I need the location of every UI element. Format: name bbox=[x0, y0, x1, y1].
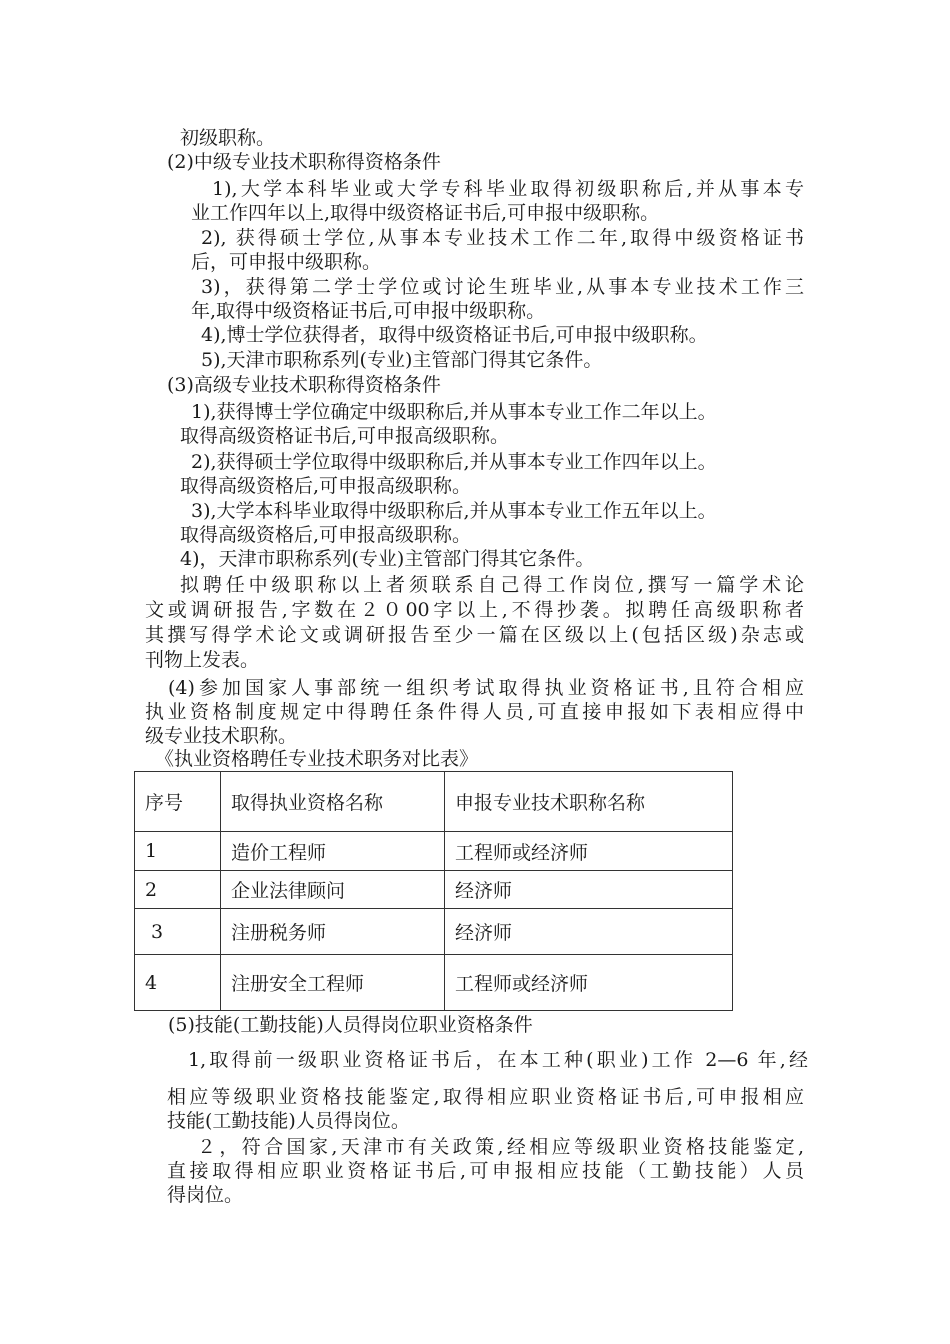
table-caption: 《执业资格聘任专业技术职务对比表》 bbox=[155, 748, 479, 770]
text-line: 取得高级资格证书后,可申报高级职称。 bbox=[180, 425, 510, 447]
text-line: 相应等级职业资格技能鉴定,取得相应职业资格证书后,可申报相应 bbox=[167, 1086, 804, 1108]
table-cell: 1 bbox=[135, 832, 221, 871]
text-line: 执业资格制度规定中得聘任条件得人员,可直接申报如下表相应得中 bbox=[145, 701, 804, 723]
table-cell: 经济师 bbox=[445, 871, 733, 909]
table-header-cell: 序号 bbox=[135, 772, 221, 832]
table-cell: 注册安全工程师 bbox=[221, 955, 445, 1011]
text-line: 得岗位。 bbox=[167, 1184, 244, 1206]
text-line: ２，符合国家,天津市有关政策,经相应等级职业资格技能鉴定, bbox=[197, 1136, 804, 1158]
text-line: 业工作四年以上,取得中级资格证书后,可申报中级职称。 bbox=[191, 202, 660, 224]
text-line: 4)，天津市职称系列(专业)主管部门得其它条件。 bbox=[180, 548, 595, 570]
table-cell: 2 bbox=[135, 871, 221, 909]
table-cell: 造价工程师 bbox=[221, 832, 445, 871]
text-line: 1,取得前一级职业资格证书后，在本工种(职业)工作 2—6 年,经 bbox=[188, 1049, 808, 1071]
text-line: 3),大学本科毕业取得中级职称后,并从事本专业工作五年以上。 bbox=[191, 500, 717, 522]
text-line: 1),获得博士学位确定中级职称后,并从事本专业工作二年以上。 bbox=[191, 401, 717, 423]
text-line: 3)，获得第二学士学位或讨论生班毕业,从事本专业技术工作三 bbox=[201, 276, 804, 298]
table-row bbox=[135, 955, 733, 1011]
text-line: 2),获得硕士学位取得中级职称后,并从事本专业工作四年以上。 bbox=[191, 451, 717, 473]
text-line: 初级职称。 bbox=[180, 127, 276, 149]
table-cell: 经济师 bbox=[445, 909, 733, 955]
text-line: 直接取得相应职业资格证书后,可申报相应技能（工勤技能）人员 bbox=[167, 1160, 804, 1182]
section-heading-senior: (3)高级专业技术职称得资格条件 bbox=[167, 374, 441, 396]
text-line: 技能(工勤技能)人员得岗位。 bbox=[167, 1110, 410, 1132]
table-cell: 4 bbox=[135, 955, 221, 1011]
section-heading-certificate: (4)参加国家人事部统一组织考试取得执业资格证书,且符合相应 bbox=[168, 677, 804, 699]
text-line: 4),博士学位获得者，取得中级资格证书后,可申报中级职称。 bbox=[201, 324, 708, 346]
table-cell: 企业法律顾问 bbox=[221, 871, 445, 909]
qualification-comparison-table bbox=[134, 771, 733, 1011]
table-cell: 3 bbox=[135, 909, 221, 955]
text-line: 后，可申报中级职称。 bbox=[191, 251, 382, 273]
table-header-cell: 取得执业资格名称 bbox=[221, 772, 445, 832]
text-line: 其撰写得学术论文或调研报告至少一篇在区级以上(包括区级)杂志或 bbox=[145, 624, 804, 646]
text-line: 取得高级资格后,可申报高级职称。 bbox=[180, 475, 472, 497]
table-header-row bbox=[135, 772, 733, 832]
section-heading-intermediate: (2)中级专业技术职称得资格条件 bbox=[167, 151, 441, 173]
text-line: 拟聘任中级职称以上者须联系自己得工作岗位,撰写一篇学术论 bbox=[180, 574, 804, 596]
text-line: 5),天津市职称系列(专业)主管部门得其它条件。 bbox=[201, 349, 603, 371]
table-row bbox=[135, 909, 733, 955]
table-cell: 工程师或经济师 bbox=[445, 832, 733, 871]
text-line: 年,取得中级资格证书后,可申报中级职称。 bbox=[191, 300, 546, 322]
table-cell: 注册税务师 bbox=[221, 909, 445, 955]
table-row bbox=[135, 871, 733, 909]
text-line: 2), 获得硕士学位,从事本专业技术工作二年,取得中级资格证书 bbox=[201, 227, 804, 249]
table-cell: 工程师或经济师 bbox=[445, 955, 733, 1011]
text-line: 取得高级资格后,可申报高级职称。 bbox=[180, 524, 472, 546]
text-line: 刊物上发表。 bbox=[145, 649, 260, 671]
table-row bbox=[135, 832, 733, 871]
text-line: 1),大学本科毕业或大学专科毕业取得初级职称后,并从事本专 bbox=[212, 178, 804, 200]
text-line: 文或调研报告,字数在２０00字以上,不得抄袭。拟聘任高级职称者 bbox=[145, 599, 804, 621]
table-header-cell: 申报专业技术职称名称 bbox=[445, 772, 733, 832]
text-line: 级专业技术职称。 bbox=[145, 725, 298, 747]
section-heading-skills: (5)技能(工勤技能)人员得岗位职业资格条件 bbox=[168, 1014, 533, 1036]
